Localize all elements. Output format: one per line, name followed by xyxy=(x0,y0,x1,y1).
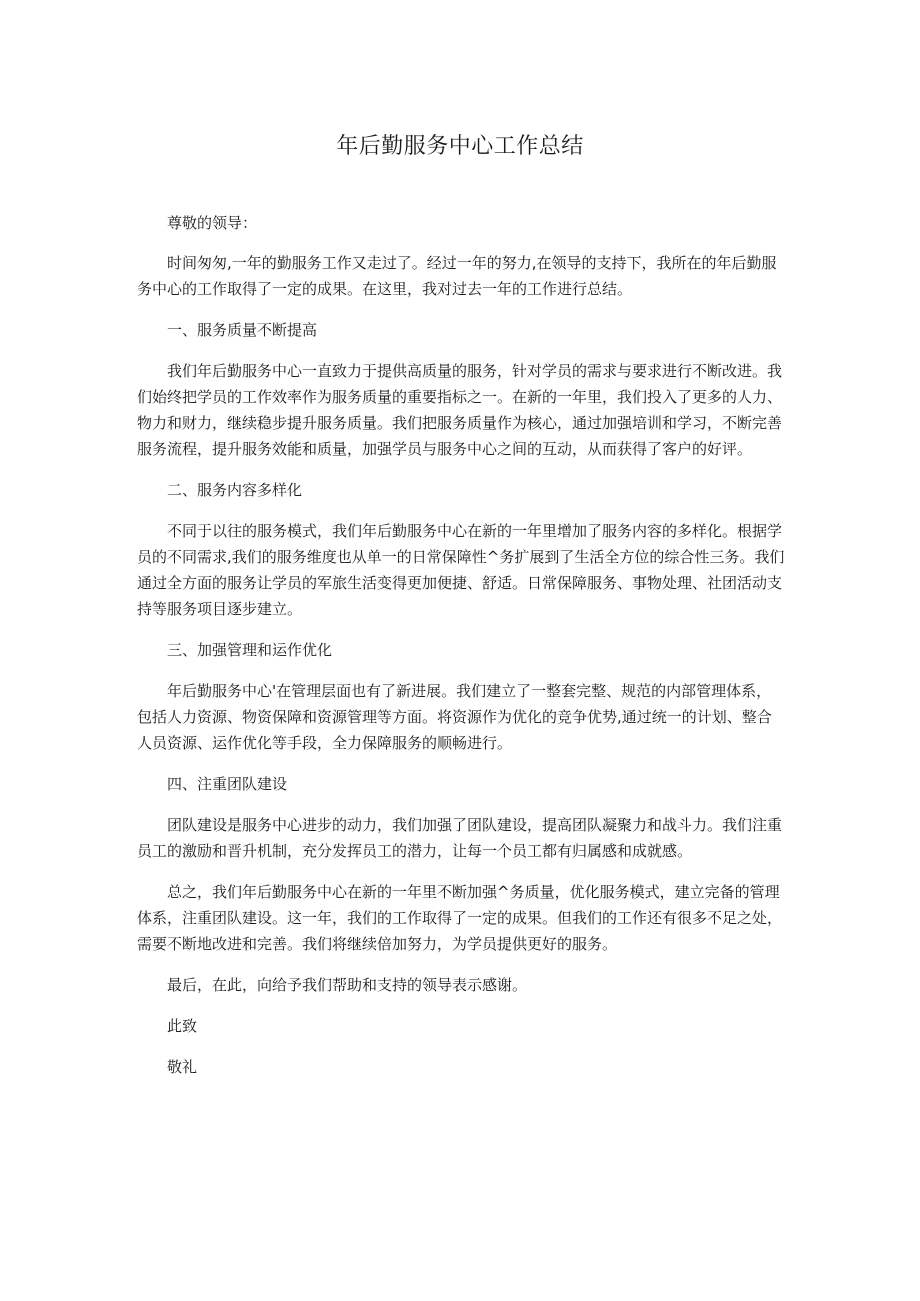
intro-paragraph: 时间匆匆,一年的勤服务工作又走过了。经过一年的努力,在领导的支持下，我所在的年后勤服务中心的工作取得了一定的成果。在这里，我对过去一年的工作进行总结。 xyxy=(137,254,777,298)
section-paragraph: 年后勤服务中心'在管理层面也有了新进展。我们建立了一整套完整、规范的内部管理体系，包括人力资源、物资保障和资源管理等方面。将资源作为优化的竞争优势,通过统一的计划、整合人员资源、运作优化等手段，全力保障服务的顺畅进行。 xyxy=(137,682,772,752)
section-heading: 四、注重团队建设 xyxy=(167,775,288,793)
section-heading: 一、服务质量不断提高 xyxy=(167,321,318,339)
thanks-paragraph: 最后，在此，向给予我们帮助和支持的领导表示感谢。 xyxy=(167,976,528,994)
section-paragraph: 我们年后勤服务中心一直致力于提供高质量的服务，针对学员的需求与要求进行不断改进。我们始终把学员的工作效率作为服务质量的重要指标之一。在新的一年里，我们投入了更多的人力、物力和财力，继续稳步提升服务质量。我们把服务质量作为核心，通过加强培训和学习，不断完善服务流程，提升服务效能和质量，加强学员与服务中心之间的互动，从而获得了客户的好评。 xyxy=(137,362,783,458)
document-title: 年后勤服务中心工作总结 xyxy=(336,134,584,159)
section-paragraph: 团队建设是服务中心进步的动力，我们加强了团队建设，提高团队凝聚力和战斗力。我们注重员工的激励和晋升机制，充分发挥员工的潜力，让每一个员工都有归属感和成就感。 xyxy=(137,816,783,860)
section-heading: 二、服务内容多样化 xyxy=(167,481,303,499)
section-heading: 三、加强管理和运作优化 xyxy=(167,641,333,659)
closing-regards: 敬礼 xyxy=(167,1058,198,1076)
closing-line: 此致 xyxy=(167,1017,198,1035)
summary-paragraph: 总之，我们年后勤服务中心在新的一年里不断加强^务质量，优化服务模式，建立完备的管理体系，注重团队建设。这一年，我们的工作取得了一定的成果。但我们的工作还有很多不足之处，需要不断地改进和完善。我们将继续倍加努力，为学员提供更好的服务。 xyxy=(137,883,783,953)
section-paragraph: 不同于以往的服务模式，我们年后勤服务中心在新的一年里增加了服务内容的多样化。根据学员的不同需求,我们的服务维度也从单一的日常保障性^务扩展到了生活全方位的综合性三务。我们通过全方面的服务让学员的军旅生活变得更加便捷、舒适。日常保障服务、事物处理、社团活动支持等服务项目逐步建立。 xyxy=(137,522,785,618)
salutation: 尊敬的领导： xyxy=(167,214,258,232)
document-body xyxy=(137,210,785,1080)
